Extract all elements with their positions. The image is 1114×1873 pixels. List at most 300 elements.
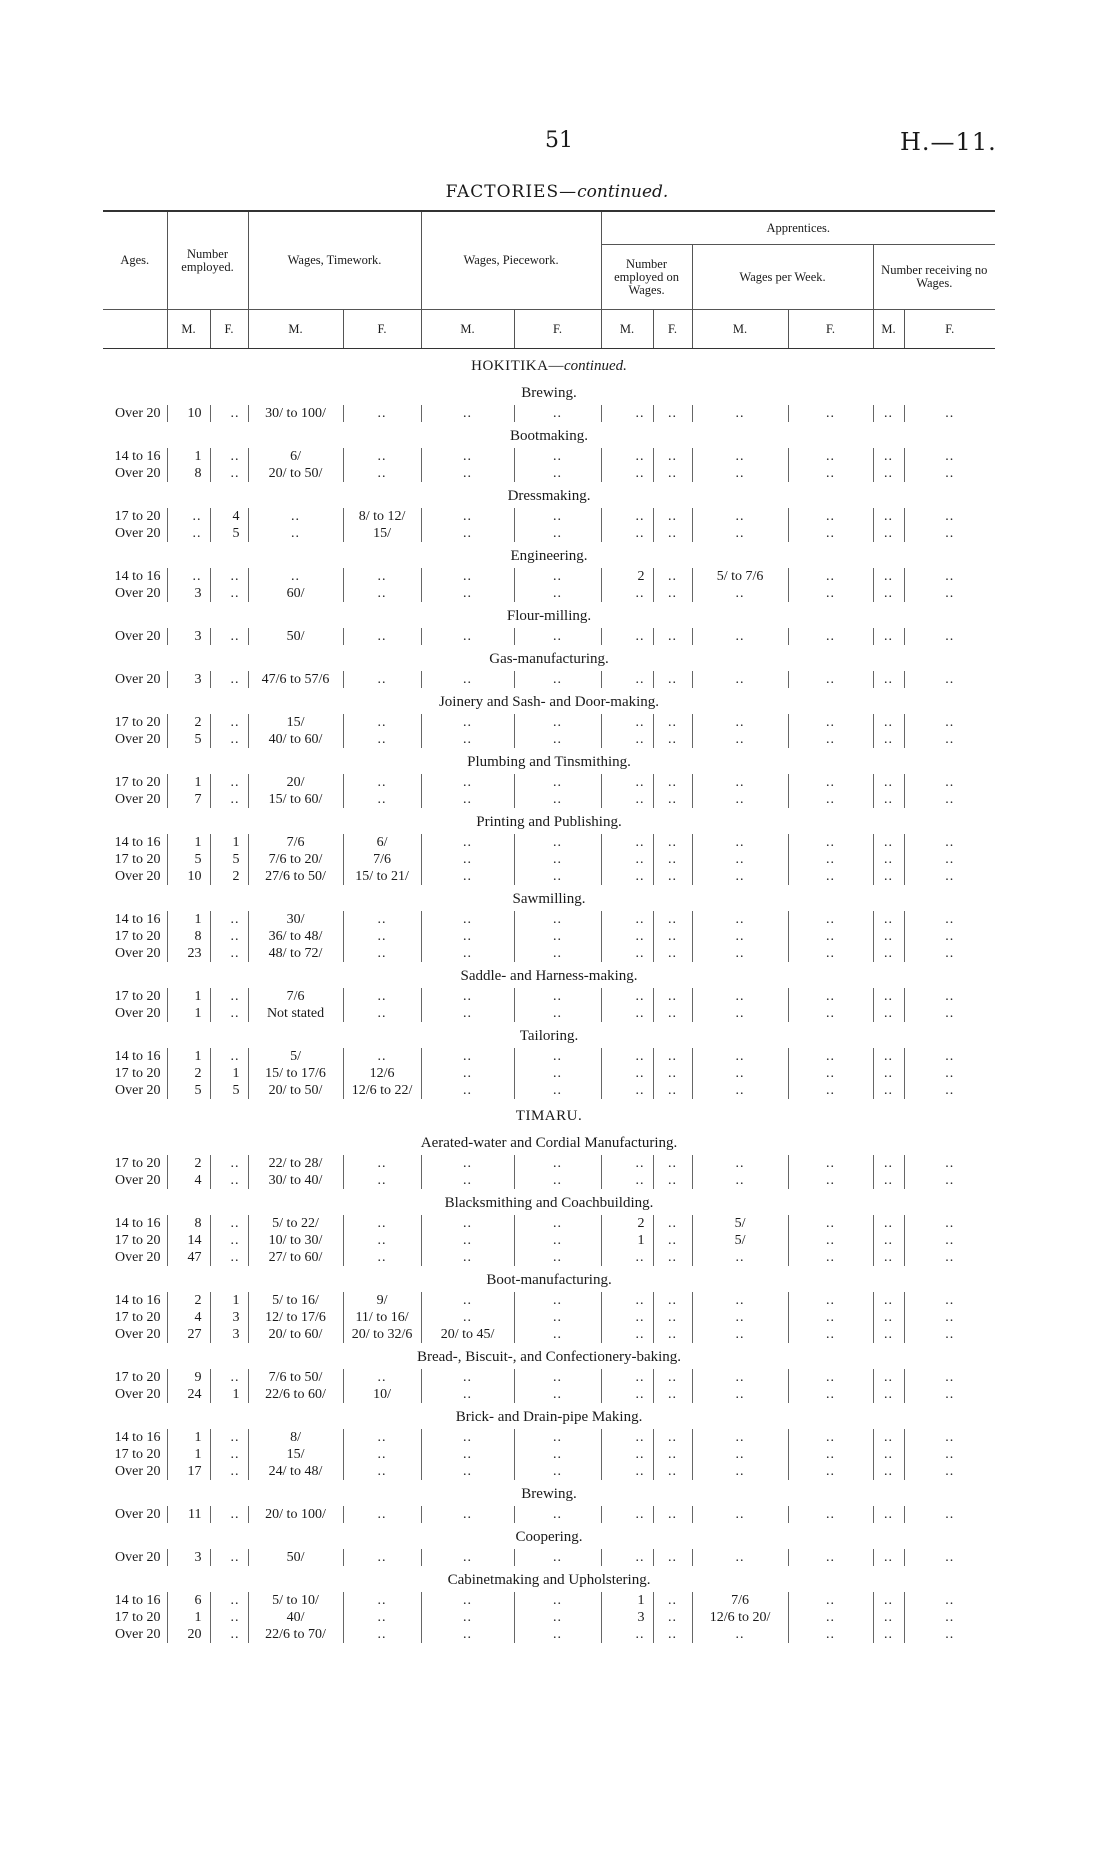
- table-cell: 7/6: [248, 834, 343, 851]
- table-cell: ..: [210, 1506, 248, 1523]
- table-cell: ..: [601, 1005, 653, 1022]
- table-cell: 7/6: [248, 988, 343, 1005]
- table-cell: ..: [653, 448, 692, 465]
- table-cell: ..: [653, 714, 692, 731]
- table-cell: ..: [692, 1005, 788, 1022]
- header-m: M.: [601, 310, 653, 349]
- table-cell: ..: [421, 628, 514, 645]
- table-cell: ..: [514, 1592, 601, 1609]
- table-cell: ..: [343, 1506, 421, 1523]
- table-cell: ..: [514, 1429, 601, 1446]
- table-cell: 27/6 to 50/: [248, 868, 343, 885]
- table-cell: 1: [167, 834, 210, 851]
- table-cell: ..: [788, 834, 873, 851]
- table-cell: ..: [788, 774, 873, 791]
- table-cell: ..: [692, 774, 788, 791]
- table-cell: ..: [692, 1429, 788, 1446]
- table-cell: ..: [788, 988, 873, 1005]
- table-cell: ..: [514, 628, 601, 645]
- table-cell: ..: [210, 1592, 248, 1609]
- header-wages-piecework: Wages, Piecework.: [421, 211, 601, 310]
- table-row: [103, 1506, 995, 1523]
- industry-heading: Bootmaking.: [510, 428, 588, 444]
- table-cell: ..: [514, 1249, 601, 1266]
- table-cell: ..: [904, 568, 995, 585]
- table-cell: ..: [904, 628, 995, 645]
- table-cell: ..: [653, 1429, 692, 1446]
- table-row: [103, 1463, 995, 1480]
- table-cell: 7: [167, 791, 210, 808]
- table-cell: ..: [601, 1155, 653, 1172]
- table-cell: ..: [873, 1463, 904, 1480]
- table-cell: ..: [788, 1155, 873, 1172]
- industry-heading: Joinery and Sash- and Door-making.: [438, 694, 660, 710]
- table-cell: ..: [343, 791, 421, 808]
- table-cell: ..: [873, 525, 904, 542]
- table-cell: ..: [210, 1463, 248, 1480]
- table-cell: ..: [904, 1549, 995, 1566]
- table-cell: ..: [904, 1609, 995, 1626]
- table-cell: 2: [601, 568, 653, 585]
- table-cell: 1: [210, 1386, 248, 1403]
- table-cell: ..: [514, 988, 601, 1005]
- table-cell: ..: [601, 1549, 653, 1566]
- table-cell: ..: [601, 585, 653, 602]
- age-cell: Over 20: [115, 792, 161, 807]
- table-cell: ..: [421, 1292, 514, 1309]
- header-f: F.: [210, 310, 248, 349]
- table-cell: 4: [167, 1309, 210, 1326]
- table-cell: ..: [788, 791, 873, 808]
- table-cell: ..: [873, 1232, 904, 1249]
- table-cell: 17: [167, 1463, 210, 1480]
- header-f: F.: [904, 310, 995, 349]
- table-cell: ..: [343, 405, 421, 422]
- table-cell: ..: [601, 774, 653, 791]
- table-cell: ..: [343, 628, 421, 645]
- table-row: [103, 585, 995, 602]
- table-cell: ..: [653, 1463, 692, 1480]
- table-cell: ..: [788, 525, 873, 542]
- table-cell: ..: [601, 1626, 653, 1643]
- table-cell: ..: [601, 1446, 653, 1463]
- table-cell: ..: [692, 1172, 788, 1189]
- table-cell: ..: [421, 791, 514, 808]
- age-cell: 14 to 16: [114, 1049, 161, 1064]
- industry-heading: Cabinetmaking and Upholstering.: [447, 1572, 651, 1588]
- industry-heading-row: [103, 1189, 995, 1215]
- table-cell: ..: [653, 1172, 692, 1189]
- table-cell: ..: [904, 868, 995, 885]
- table-cell: 1: [167, 1048, 210, 1065]
- table-cell: ..: [904, 1249, 995, 1266]
- table-cell: ..: [514, 1463, 601, 1480]
- table-cell: ..: [653, 1309, 692, 1326]
- table-cell: ..: [692, 1065, 788, 1082]
- table-row: [103, 465, 995, 482]
- table-cell: 4: [210, 508, 248, 525]
- table-row: [103, 1386, 995, 1403]
- table-cell: ..: [421, 465, 514, 482]
- table-cell: 5/ to 10/: [248, 1592, 343, 1609]
- table-cell: ..: [692, 731, 788, 748]
- table-cell: ..: [873, 628, 904, 645]
- table-cell: ..: [873, 945, 904, 962]
- industry-heading-row: [103, 1129, 995, 1155]
- table-cell: 3: [167, 628, 210, 645]
- industry-heading: Plumbing and Tinsmithing.: [467, 754, 631, 770]
- table-cell: ..: [210, 928, 248, 945]
- header-apprentices: Apprentices.: [601, 211, 995, 245]
- table-cell: ..: [601, 1309, 653, 1326]
- table-cell: ..: [788, 1232, 873, 1249]
- table-cell: ..: [514, 1292, 601, 1309]
- table-cell: 1: [167, 1609, 210, 1626]
- table-cell: ..: [904, 1429, 995, 1446]
- table-cell: ..: [904, 1369, 995, 1386]
- table-cell: ..: [601, 508, 653, 525]
- table-cell: ..: [904, 1292, 995, 1309]
- table-cell: ..: [788, 1506, 873, 1523]
- table-cell: ..: [514, 1386, 601, 1403]
- table-cell: ..: [343, 1155, 421, 1172]
- age-cell: Over 20: [115, 869, 161, 884]
- age-cell: 17 to 20: [114, 509, 161, 524]
- table-cell: ..: [653, 945, 692, 962]
- table-cell: ..: [421, 1172, 514, 1189]
- table-cell: ..: [788, 911, 873, 928]
- table-cell: 6/: [248, 448, 343, 465]
- header-m: M.: [248, 310, 343, 349]
- table-cell: ..: [210, 1249, 248, 1266]
- table-row: [103, 1326, 995, 1343]
- header-number-employed: Number employed.: [167, 211, 248, 310]
- table-cell: ..: [653, 1005, 692, 1022]
- table-cell: ..: [514, 1506, 601, 1523]
- age-cell: Over 20: [115, 672, 161, 687]
- table-cell: ..: [873, 851, 904, 868]
- industry-heading: Aerated-water and Cordial Manufacturing.: [420, 1135, 678, 1151]
- age-cell: 17 to 20: [114, 989, 161, 1004]
- table-cell: 20/: [248, 774, 343, 791]
- table-cell: ..: [601, 714, 653, 731]
- table-cell: ..: [210, 1155, 248, 1172]
- table-cell: 1: [210, 1292, 248, 1309]
- table-cell: 22/6 to 70/: [248, 1626, 343, 1643]
- table-cell: ..: [873, 1048, 904, 1065]
- table-cell: 1: [601, 1232, 653, 1249]
- table-cell: ..: [653, 1249, 692, 1266]
- table-cell: ..: [692, 1309, 788, 1326]
- table-cell: 11: [167, 1506, 210, 1523]
- table-cell: ..: [788, 405, 873, 422]
- table-cell: ..: [343, 1369, 421, 1386]
- table-cell: ..: [653, 525, 692, 542]
- table-cell: ..: [788, 568, 873, 585]
- table-cell: ..: [788, 1369, 873, 1386]
- industry-heading-row: [103, 748, 995, 774]
- table-cell: ..: [514, 1082, 601, 1099]
- table-cell: ..: [210, 1232, 248, 1249]
- table-cell: ..: [421, 525, 514, 542]
- table-cell: ..: [788, 1446, 873, 1463]
- age-cell: Over 20: [115, 1550, 161, 1565]
- factories-table: [103, 210, 995, 1643]
- table-cell: ..: [788, 465, 873, 482]
- table-cell: 2: [167, 1155, 210, 1172]
- table-cell: ..: [904, 1215, 995, 1232]
- age-cell: 14 to 16: [114, 449, 161, 464]
- table-cell: ..: [210, 628, 248, 645]
- table-cell: 30/: [248, 911, 343, 928]
- table-cell: ..: [514, 405, 601, 422]
- table-cell: ..: [788, 1172, 873, 1189]
- table-cell: 8: [167, 928, 210, 945]
- table-cell: ..: [904, 911, 995, 928]
- table-cell: ..: [343, 671, 421, 688]
- table-cell: ..: [788, 1215, 873, 1232]
- table-cell: ..: [873, 1155, 904, 1172]
- table-cell: ..: [343, 731, 421, 748]
- table-row: [103, 868, 995, 885]
- table-cell: ..: [601, 465, 653, 482]
- table-row: [103, 774, 995, 791]
- table-cell: ..: [343, 928, 421, 945]
- table-cell: ..: [421, 1005, 514, 1022]
- table-cell: ..: [421, 928, 514, 945]
- table-cell: 15/ to 60/: [248, 791, 343, 808]
- table-cell: ..: [904, 1155, 995, 1172]
- table-cell: 20/ to 100/: [248, 1506, 343, 1523]
- table-cell: 27: [167, 1326, 210, 1343]
- table-cell: ..: [904, 1232, 995, 1249]
- table-cell: ..: [514, 1326, 601, 1343]
- table-cell: ..: [788, 945, 873, 962]
- table-cell: ..: [601, 868, 653, 885]
- table-cell: ..: [904, 1592, 995, 1609]
- table-cell: ..: [421, 1592, 514, 1609]
- table-cell: ..: [653, 1326, 692, 1343]
- table-cell: 1: [167, 911, 210, 928]
- table-cell: ..: [653, 928, 692, 945]
- table-cell: ..: [421, 1369, 514, 1386]
- table-cell: 12/6: [343, 1065, 421, 1082]
- table-row: [103, 671, 995, 688]
- table-cell: 1: [167, 448, 210, 465]
- table-cell: ..: [873, 1215, 904, 1232]
- table-row: [103, 508, 995, 525]
- table-cell: ..: [904, 1048, 995, 1065]
- table-cell: ..: [514, 731, 601, 748]
- table-cell: ..: [210, 448, 248, 465]
- table-cell: 1: [167, 1429, 210, 1446]
- table-row: [103, 988, 995, 1005]
- table-cell: ..: [343, 945, 421, 962]
- table-cell: ..: [788, 851, 873, 868]
- table-cell: 15/: [248, 714, 343, 731]
- table-cell: ..: [514, 1048, 601, 1065]
- table-cell: ..: [653, 585, 692, 602]
- table-cell: ..: [421, 834, 514, 851]
- age-cell: Over 20: [115, 1083, 161, 1098]
- table-cell: ..: [421, 1429, 514, 1446]
- table-cell: ..: [873, 868, 904, 885]
- page-title: [0, 182, 1114, 202]
- table-cell: ..: [692, 911, 788, 928]
- industry-heading-row: [103, 482, 995, 508]
- table-cell: 40/: [248, 1609, 343, 1626]
- table-row: [103, 1292, 995, 1309]
- table-cell: ..: [873, 1082, 904, 1099]
- table-cell: ..: [904, 791, 995, 808]
- table-cell: ..: [692, 1155, 788, 1172]
- table-cell: ..: [692, 868, 788, 885]
- table-cell: Not stated: [248, 1005, 343, 1022]
- table-cell: ..: [343, 1592, 421, 1609]
- table-cell: ..: [692, 851, 788, 868]
- table-row: [103, 731, 995, 748]
- age-cell: 17 to 20: [114, 1310, 161, 1325]
- table-cell: 48/ to 72/: [248, 945, 343, 962]
- page-number: 51: [545, 128, 573, 153]
- table-cell: 14: [167, 1232, 210, 1249]
- header-f: F.: [788, 310, 873, 349]
- table-cell: ..: [343, 465, 421, 482]
- table-row: [103, 1592, 995, 1609]
- industry-heading: Tailoring.: [519, 1028, 579, 1044]
- table-cell: 20/ to 60/: [248, 1326, 343, 1343]
- age-cell: 14 to 16: [114, 1293, 161, 1308]
- table-cell: ..: [653, 568, 692, 585]
- table-cell: ..: [904, 731, 995, 748]
- table-row: [103, 945, 995, 962]
- table-cell: ..: [343, 1626, 421, 1643]
- table-row: [103, 568, 995, 585]
- title-main: FACTORIES—: [445, 182, 578, 202]
- table-cell: 12/ to 17/6: [248, 1309, 343, 1326]
- table-cell: ..: [421, 1506, 514, 1523]
- table-cell: ..: [514, 568, 601, 585]
- table-cell: 5/: [692, 1215, 788, 1232]
- table-cell: 24: [167, 1386, 210, 1403]
- table-cell: ..: [514, 928, 601, 945]
- table-cell: 1: [167, 1446, 210, 1463]
- town-heading-row: [103, 349, 995, 380]
- table-cell: ..: [653, 1446, 692, 1463]
- table-row: [103, 1549, 995, 1566]
- table-cell: ..: [343, 585, 421, 602]
- table-cell: ..: [514, 525, 601, 542]
- industry-heading-row: [103, 422, 995, 448]
- table-cell: ..: [343, 568, 421, 585]
- table-cell: ..: [904, 714, 995, 731]
- header-appr-no-wages: Number receiving no Wages.: [873, 245, 995, 310]
- table-cell: ..: [653, 405, 692, 422]
- table-cell: 12/6 to 22/: [343, 1082, 421, 1099]
- table-cell: 7/6: [692, 1592, 788, 1609]
- table-cell: ..: [692, 525, 788, 542]
- age-cell: Over 20: [115, 946, 161, 961]
- table-cell: ..: [343, 1549, 421, 1566]
- table-cell: 40/ to 60/: [248, 731, 343, 748]
- table-cell: 7/6 to 20/: [248, 851, 343, 868]
- table-cell: ..: [514, 448, 601, 465]
- table-cell: ..: [692, 834, 788, 851]
- table-cell: 8/ to 12/: [343, 508, 421, 525]
- age-cell: Over 20: [115, 586, 161, 601]
- table-cell: ..: [873, 1065, 904, 1082]
- table-cell: ..: [873, 928, 904, 945]
- table-cell: ..: [873, 1609, 904, 1626]
- table-cell: ..: [653, 1549, 692, 1566]
- table-cell: ..: [873, 911, 904, 928]
- table-cell: ..: [904, 1626, 995, 1643]
- table-cell: ..: [653, 1592, 692, 1609]
- table-cell: ..: [692, 1326, 788, 1343]
- industry-heading-row: [103, 1343, 995, 1369]
- table-cell: ..: [653, 628, 692, 645]
- table-cell: ..: [653, 1215, 692, 1232]
- table-cell: 5/ to 22/: [248, 1215, 343, 1232]
- header-m: M.: [167, 310, 210, 349]
- table-cell: 3: [210, 1309, 248, 1326]
- header-m: M.: [692, 310, 788, 349]
- table-row: [103, 448, 995, 465]
- header-m: M.: [421, 310, 514, 349]
- table-cell: ..: [210, 1429, 248, 1446]
- table-cell: ..: [514, 834, 601, 851]
- table-cell: ..: [873, 1326, 904, 1343]
- table-cell: ..: [601, 1369, 653, 1386]
- table-cell: ..: [167, 525, 210, 542]
- industry-heading: Dressmaking.: [507, 488, 591, 504]
- table-cell: ..: [788, 1609, 873, 1626]
- table-cell: ..: [343, 714, 421, 731]
- table-row: [103, 1249, 995, 1266]
- industry-heading: Bread-, Biscuit-, and Confectionery-baking.: [416, 1349, 682, 1365]
- table-cell: ..: [514, 1446, 601, 1463]
- table-cell: ..: [653, 791, 692, 808]
- table-cell: ..: [904, 585, 995, 602]
- table-cell: 5/ to 7/6: [692, 568, 788, 585]
- table-cell: ..: [601, 448, 653, 465]
- table-cell: ..: [692, 585, 788, 602]
- table-cell: ..: [788, 1549, 873, 1566]
- table-cell: ..: [904, 1172, 995, 1189]
- table-cell: ..: [904, 1506, 995, 1523]
- header-appr-wages-per-week: Wages per Week.: [692, 245, 873, 310]
- table-cell: ..: [421, 988, 514, 1005]
- table-cell: ..: [904, 774, 995, 791]
- table-cell: ..: [421, 1463, 514, 1480]
- table-cell: ..: [601, 1048, 653, 1065]
- table-row: [103, 1429, 995, 1446]
- table-cell: ..: [653, 465, 692, 482]
- table-cell: 12/6 to 20/: [692, 1609, 788, 1626]
- table-cell: 8: [167, 1215, 210, 1232]
- table-cell: ..: [343, 1232, 421, 1249]
- table-cell: ..: [692, 1082, 788, 1099]
- table-cell: ..: [248, 508, 343, 525]
- table-cell: 20/ to 32/6: [343, 1326, 421, 1343]
- table-cell: 5/ to 16/: [248, 1292, 343, 1309]
- table-cell: ..: [692, 1463, 788, 1480]
- table-cell: ..: [904, 508, 995, 525]
- table-cell: ..: [904, 945, 995, 962]
- table-cell: ..: [514, 465, 601, 482]
- table-cell: ..: [653, 1609, 692, 1626]
- age-cell: Over 20: [115, 1507, 161, 1522]
